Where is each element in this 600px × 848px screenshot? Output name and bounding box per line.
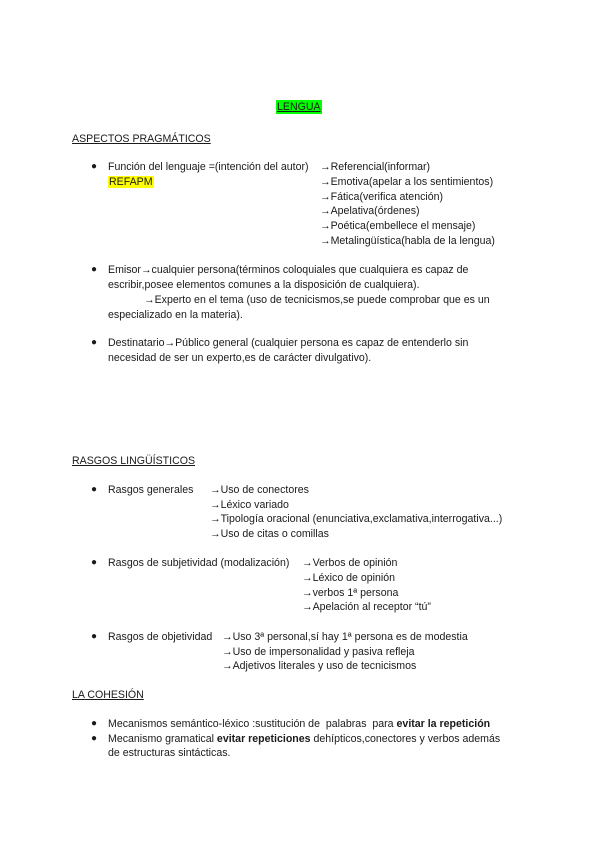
funcion-item: →Fática(verifica atención) — [320, 191, 444, 203]
page-title: LENGUA — [277, 101, 321, 113]
subjetividad-item: →Léxico de opinión — [302, 572, 396, 584]
cohesion-item-2-line2: de estructuras sintácticas. — [108, 747, 231, 759]
generales-item: →Uso de citas o comillas — [210, 528, 329, 540]
generales-item: →Uso de conectores — [210, 484, 309, 496]
cohesion-item-1-text: Mecanismos semántico-léxico :sustitución de palabras para — [108, 718, 397, 730]
bullet-icon: ● — [91, 484, 98, 495]
subjetividad-label: Rasgos de subjetividad (modalización) — [108, 557, 290, 569]
funcion-item: →Metalingüística(habla de la lengua) — [320, 235, 495, 247]
refapm-highlight: REFAPM — [109, 176, 153, 188]
subjetividad-item: →verbos 1ª persona — [302, 587, 399, 599]
generales-item: →Léxico variado — [210, 499, 289, 511]
subjetividad-item: →Apelación al receptor “tú” — [302, 601, 431, 613]
objetividad-item: →Adjetivos literales y uso de tecnicismos — [222, 660, 417, 672]
cohesion-item-1 — [108, 717, 490, 731]
objetividad-item: →Uso de impersonalidad y pasiva refleja — [222, 646, 415, 658]
funcion-item: →Emotiva(apelar a los sentimientos) — [320, 176, 494, 188]
section-heading-linguisticos: RASGOS LINGÜÍSTICOS — [72, 455, 196, 467]
emisor-line: →Experto en el tema (uso de tecnicismos,se puede comprobar que es un — [144, 294, 490, 306]
section-heading-cohesion: LA COHESIÓN — [72, 689, 144, 701]
funcion-item: →Referencial(informar) — [320, 161, 431, 173]
destinatario-line: necesidad de ser un experto,es de carácter divulgativo). — [108, 352, 372, 364]
bullet-icon: ● — [91, 718, 98, 729]
bullet-icon: ● — [91, 337, 98, 348]
subjetividad-item: →Verbos de opinión — [302, 557, 398, 569]
objetividad-label: Rasgos de objetividad — [108, 631, 213, 643]
emisor-line: escribir,posee elementos comunes a la disposición de cualquiera). — [108, 279, 420, 291]
cohesion-item-2-text: Mecanismo gramatical — [108, 733, 217, 745]
cohesion-item-2-text-after: dehípticos,conectores y verbos además — [310, 733, 501, 745]
cohesion-item-2 — [108, 732, 500, 746]
funcion-item: →Apelativa(órdenes) — [320, 205, 420, 217]
bullet-icon: ● — [91, 264, 98, 275]
bullet-icon: ● — [91, 733, 98, 744]
refapm-tag — [108, 175, 154, 189]
section-heading-pragmaticos: ASPECTOS PRAGMÁTICOS — [72, 133, 211, 145]
emisor-line: Emisor→cualquier persona(términos coloquiales que cualquiera es capaz de — [108, 264, 469, 276]
bullet-icon: ● — [91, 161, 98, 172]
cohesion-item-2-bold: evitar repeticiones — [216, 733, 311, 745]
funcion-label: Función del lenguaje =(intención del autor) — [108, 161, 309, 173]
cohesion-item-1-bold: evitar la repetición — [396, 718, 491, 730]
destinatario-line: Destinatario→Público general (cualquier persona es capaz de entenderlo sin — [108, 337, 469, 349]
bullet-icon: ● — [91, 557, 98, 568]
objetividad-item: →Uso 3ª personal,sí hay 1ª persona es de modestia — [222, 631, 468, 643]
generales-item: →Tipología oracional (enunciativa,exclamativa,interrogativa...) — [210, 513, 503, 525]
emisor-line: especializado en la materia). — [108, 309, 243, 321]
funcion-item: →Poética(embellece el mensaje) — [320, 220, 476, 232]
bullet-icon: ● — [91, 631, 98, 642]
generales-label: Rasgos generales — [108, 484, 194, 496]
